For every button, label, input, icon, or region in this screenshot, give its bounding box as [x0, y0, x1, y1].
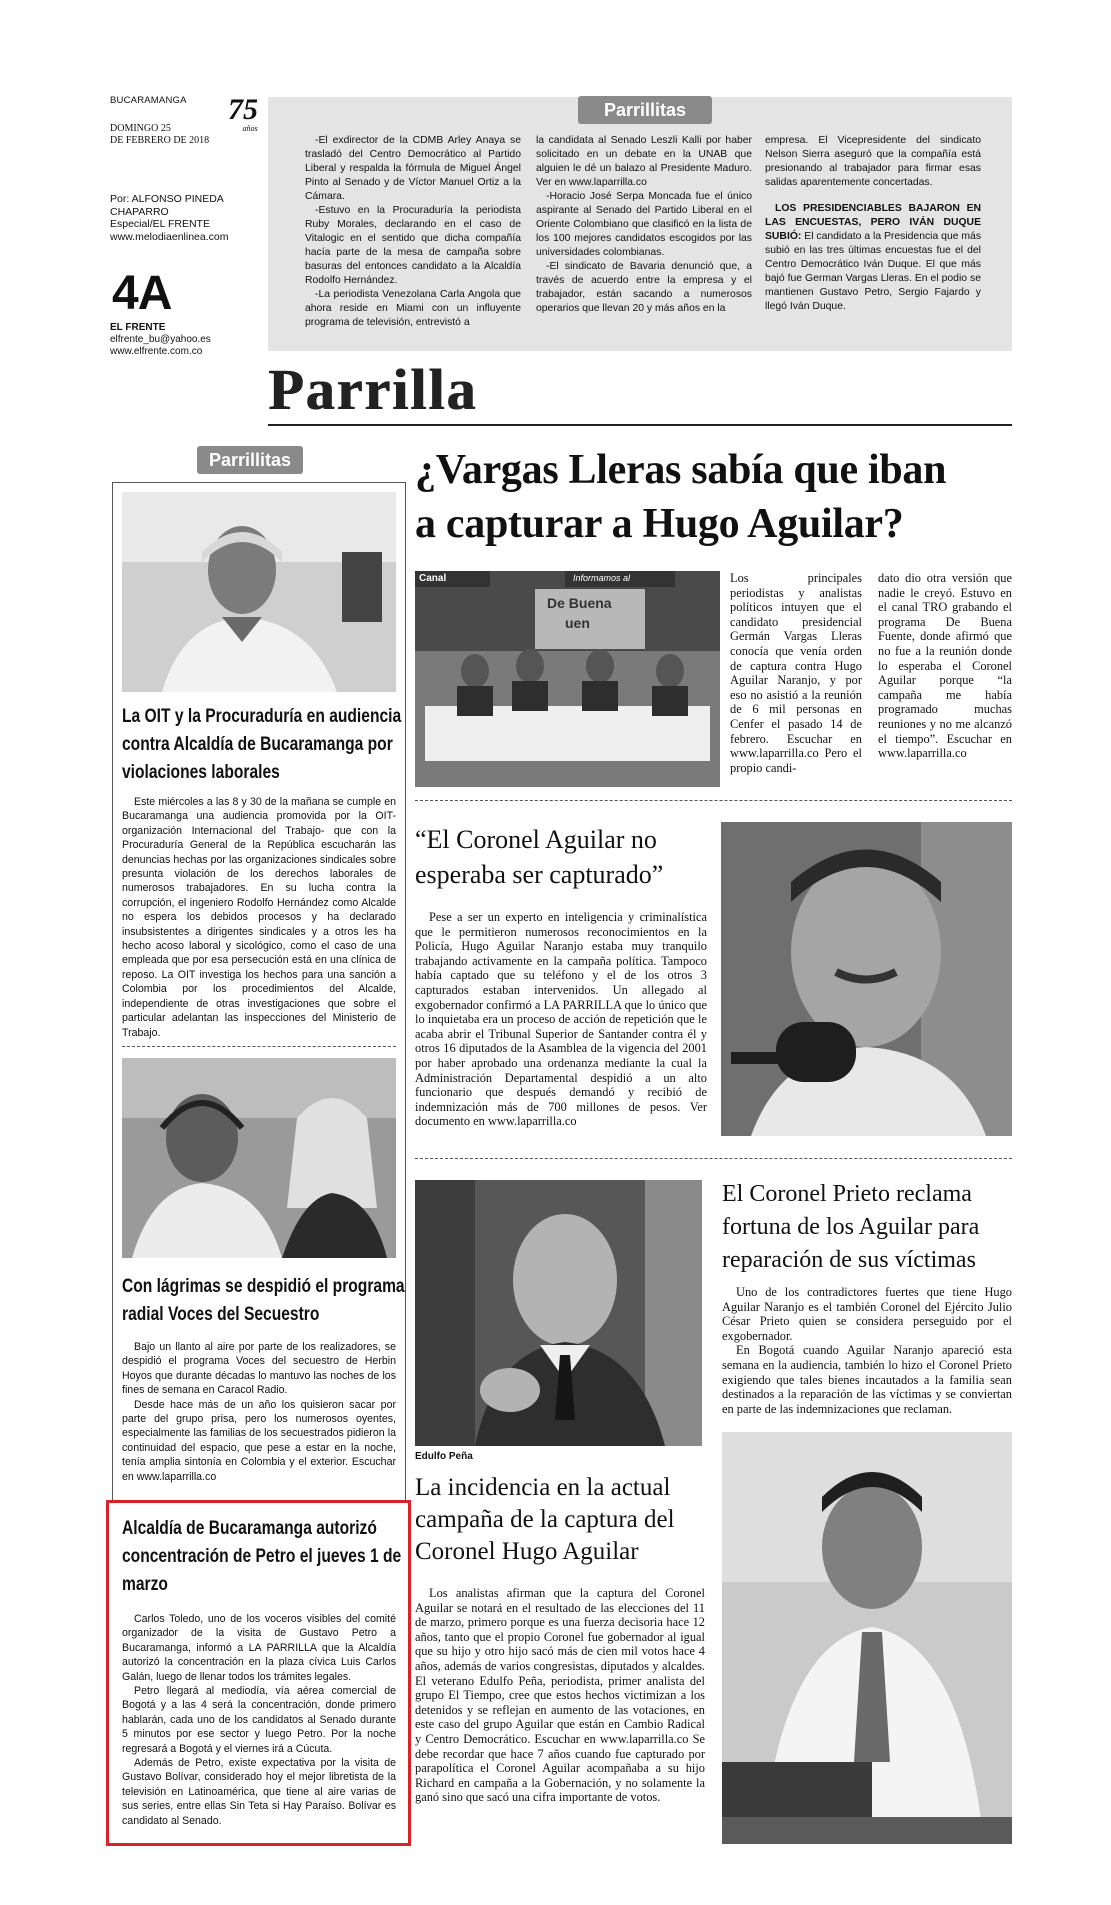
paper-website: www.elfrente.com.co	[110, 346, 203, 357]
sidebar-story1-headline: La OIT y la Procuraduría en audiencia contra Alcaldía de Bucaramanga por violaciones laborales	[122, 705, 402, 783]
prieto-photo	[722, 1432, 1012, 1844]
sidebar-divider-1	[122, 1046, 396, 1047]
sidebar-story2-headline-wrap	[122, 1272, 412, 1332]
paper-name: EL FRENTE	[110, 322, 166, 333]
incidencia-headline	[415, 1472, 710, 1568]
top-col-2	[536, 134, 752, 316]
prieto-headline-line1: El Coronel Prieto reclama	[722, 1181, 972, 1207]
anniversary-word: años	[242, 124, 258, 133]
city-line: BUCARAMANGA	[110, 95, 187, 106]
main-divider-1	[415, 800, 1012, 801]
tv-logo-right: Informamos al	[573, 573, 631, 583]
incidencia-body: Los analistas afirman que la captura del Coronel Aguilar se notará en el resultado de las elecciones del 11 de marzo, primero porque es una fuerza decisoria hace 12 años, tanto que el propio Coronel fue gobernador al igual que su hijo y otro hijo sacó más de cien mil votos hace 4 años, además de varios congresistas, diputados y alcaldes. El veterano Edulfo Peña, periodista, primer analista del grupo El Tiempo, cree que estos hechos victimizan a los detenidos y se reflejan en aumento de las votaciones, en este caso del grupo Aguilar que están en Cambio Radical y Centro Democrático. Escuchar en www.laparrilla.co Se debe recordar que hace 7 años cuando fue capturado por parapolítica el Coronel Aguilar acompañaba a su hijo Richard en campaña a la Gobernación, y no solamente la ganó sino que sacó una cifra importante de votos.	[415, 1586, 705, 1805]
sidebar-photo-1	[122, 492, 396, 692]
tv-set-text-2: uen	[565, 615, 590, 631]
top-col3-p2	[765, 202, 981, 314]
prieto-headline	[722, 1178, 1017, 1277]
prieto-body	[722, 1285, 1012, 1416]
tv-set-text-1: De Buena	[547, 595, 612, 611]
coronel-headline-line2: esperaba ser capturado”	[415, 860, 664, 889]
author-block	[110, 193, 270, 243]
main-body-col2: dato dio otra versión que nadie le creyó. Estuvo en el canal TRO grabando el programa De Buena Fuente, donde afirmó que no fue a la reunión donde lo esperaba el Coronel Aguilar porque “la campaña me había programado muchas reuniones y no me alcanzó el tiempo”. Escuchar en www.laparrilla.co	[878, 571, 1012, 761]
incidencia-photo-credit: Edulfo Peña	[415, 1451, 473, 1462]
page-number: 4A	[112, 267, 172, 320]
coronel-photo	[721, 822, 1012, 1136]
sidebar-story3-p2: Petro llegará al mediodía, vía aérea comercial de Bogotá y a las 4 será la concentración, donde primero hablarán, cada uno de los candidatos al Senado durante 5 minutos por ese sector y luego Petro. Por la noche regresará a Bogotá y el viernes irá a Cúcuta.	[122, 1685, 396, 1755]
top-col-3	[765, 134, 981, 314]
top-col2-p1: la candidata al Senado Leszli Kalli por haber solicitado en un debate en la UNAB que alguien le dé un balazo al Presidente Maduro. Ver en www.laparrilla.co	[536, 135, 752, 188]
sidebar-story3-headline-wrap	[122, 1514, 412, 1604]
author-line-2: CHAPARRO	[110, 205, 169, 218]
main-body-col1: Los principales periodistas y analistas políticos intuyen que el candidato presidencial Germán Vargas Lleras conocía que venía orden de captura contra Hugo Aguilar Naranjo, y por eso no asistió a la reunión de 6 mil personas en Cenfer el pasado 14 de febrero. Escuchar en www.laparrilla.co Pero el propio candi-	[730, 571, 862, 775]
top-col1-p2: -Estuvo en la Procuraduría la periodista Ruby Morales, declarando en el caso de Vitalogic en el sentido que dicha compañía hacía parte de la mesa de campaña sobre basuras del entonces candidato a la Alcaldía Rodolfo Hernández.	[305, 205, 521, 286]
man-portrait-image	[122, 492, 396, 692]
section-rule	[268, 424, 1012, 426]
sidebar-story1-headline-wrap	[122, 702, 412, 788]
incidencia-photo	[415, 1180, 702, 1446]
prieto-p1: Uno de los contradictores fuertes que tiene Hugo Aguilar Naranjo es el también Coronel del Ejército Julio César Prieto quien se considera perseguido por el exgobernador.	[722, 1285, 1012, 1343]
top-col-1	[305, 134, 521, 330]
top-col2-p3: -El sindicato de Bavaria denunció que, a través de acuerdo entre la empresa y el trabajador, están sacando a numerosos operarios que llevan 20 y más años en la	[536, 261, 752, 314]
main-headline-line1: ¿Vargas Lleras sabía que iban	[415, 447, 947, 493]
incidencia-headline-line1: La incidencia en la actual	[415, 1474, 671, 1501]
top-col1-p3: -La periodista Venezolana Carla Angola que ahora reside en Miami con un influyente programa de televisión, entrevistó a	[305, 289, 521, 328]
sidebar-parrillitas-label: Parrillitas	[197, 446, 303, 474]
sidebar-story2-p1: Bajo un llanto al aire por parte de los realizadores, se despidió el programa Voces del secuestro de Herbin Hoyos que durante décadas lo mantuvo las noches de los fines de semana en Caracol Radio.	[122, 1341, 396, 1397]
coronel-body: Pese a ser un experto en inteligencia y criminalística que le permitieron numerosos reconocimientos en la Policía, Hugo Aguilar Naranjo estaba muy tranquilo trabajando activamente en la campaña política. Tampoco había captado que su teléfono y el de los otros 3 capturados estaban intervenidos. Un allegado al exgobernador confirmó a LA PARRILLA que lo único que lo inquietaba era un proceso de acción de repetición que le acaba abrir el Tribunal Superior de Santander contra él y otros 16 diputados de la Asamblea de la vigencia del 2001 por haber aprobado una ordenanza mediante la cual la Administración Departamental despidió a un alto funcionario que después demandó y recibió de indemnización más de 700 millones de pesos. Ver documento en www.laparrilla.co	[415, 910, 707, 1129]
main-headline	[415, 443, 1015, 551]
man-in-suit-image	[415, 1180, 702, 1446]
top-col2-p2: -Horacio José Serpa Moncada fue el único aspirante al Senado del Partido Liberal en el Oriente Colombiano que clasificó en la lista de los 100 mejores candidatos escogidos por las universidades colombianas.	[536, 191, 752, 258]
man-with-microphone-image	[721, 822, 1012, 1136]
top-col3-p2-text: El candidato a la Presidencia que más subió en las tres últimas encuestas fue el del Centro Democrático Iván Duque. El que más bajó fue German Vargas Lleras. En el podio se mantienen Gustavo Petro, Sergio Fajardo y llegó Iván Duque.	[765, 231, 982, 312]
sidebar-story1-body: Este miércoles a las 8 y 30 de la mañana se cumple en Bucaramanga una audiencia promovida por la OIT-organización Internacional del Trabajo- que con la Procuraduría General de la República escucharán las denuncias hechas por las organizaciones sindicales sobre presunta violación de los derechos laborales de numerosos trabajadores. En su lucha contra la corrupción, el ingeniero Rodolfo Hernández como Alcalde no espera los debidos procesos y ha declarado insubsistentes a dirigentes sindicales y a otros les ha hecho acoso laboral y sicológico, como el caso de una empleada que por esa persecución está en una clínica de reposo. La OIT investiga los hechos para una sanción a Colombia por los procedimientos del Alcalde, independiente de otras investigaciones que sobre el particular adelantan las inspecciones del Ministerio de Trabajo.	[122, 796, 396, 1039]
anniversary-logo	[222, 95, 264, 141]
main-headline-line2: a capturar a Hugo Aguilar?	[415, 501, 904, 547]
incidencia-headline-line2: campaña de la captura del	[415, 1506, 675, 1533]
paper-email: elfrente_bu@yahoo.es	[110, 334, 211, 345]
sidebar-story2-p2: Desde hace más de un año los quisieron sacar por parte del grupo prisa, pero los numerosos oyentes, especialmente las familias de los secuestrados pidieron la continuidad del espacio, que pese a estar en la noche, tenía amplia sintonía en Colombia y el exterior. Escuchar en www.laparrilla.co	[122, 1398, 396, 1483]
date-line-2: DE FEBRERO DE 2018	[110, 135, 210, 146]
sidebar-story2-headline: Con lágrimas se despidió el programa radial Voces del Secuestro	[122, 1275, 405, 1325]
tv-logo-left: Canal	[419, 573, 447, 584]
author-line-4: www.melodiaenlinea.com	[110, 230, 229, 243]
sidebar-story3-headline: Alcaldía de Bucaramanga autorizó concentración de Petro el jueves 1 de marzo	[122, 1517, 402, 1595]
incidencia-headline-line3: Coronel Hugo Aguilar	[415, 1538, 639, 1565]
top-col3-p1: empresa. El Vicepresidente del sindicato Nelson Sierra aseguró que la compañía está presionando al trabajador para firmar esas salidas aparentemente concertadas.	[765, 135, 981, 188]
paper-info	[110, 322, 270, 358]
top-col3-lead: LOS PRESIDENCIABLES BAJARON EN LAS ENCUESTAS, PERO IVÁN DUQUE SUBIÓ:	[765, 203, 981, 242]
sidebar-story3-body	[122, 1612, 396, 1828]
coronel-headline-line1: “El Coronel Aguilar no	[415, 825, 657, 854]
top-parrillitas-label: Parrillitas	[578, 96, 712, 124]
sidebar-photo-2	[122, 1058, 396, 1258]
prieto-headline-line3: reparación de sus víctimas	[722, 1247, 976, 1273]
man-at-desk-image	[722, 1432, 1012, 1844]
top-col1-p1: -El exdirector de la CDMB Arley Anaya se trasladó del Centro Democrático al Partido Liberal y respalda la fórmula de Miguel Ángel Pinto al Senado y de Víctor Manuel Ortiz a la Cámara.	[305, 135, 521, 202]
coronel-headline	[415, 822, 715, 892]
radio-hosts-image	[122, 1058, 396, 1258]
sidebar-story3-p1: Carlos Toledo, uno de los voceros visibles del comité organizador de la visita de Gustavo Petro a Bucaramanga, informó a LA PARRILLA que la Alcaldía autorizó la concentración en la plaza cívica Luis Carlos Galán, luego de llenar todos los trámites legales.	[122, 1613, 396, 1683]
sidebar-story2-body	[122, 1340, 396, 1484]
main-tv-photo	[415, 571, 720, 787]
section-title: Parrilla	[268, 357, 478, 422]
main-divider-2	[415, 1158, 1012, 1159]
anniversary-number: 75	[228, 93, 258, 126]
sidebar-story3-p3: Además de Petro, existe expectativa por la visita de Gustavo Bolívar, considerado hoy el mejor libretista de la televisión en Latinoamérica, que tiene al aire varias de sus series, entre ellas Sin Teta si Hay Paraíso. Bolívar es candidato al Senado.	[122, 1757, 396, 1827]
author-line-3: Especial/EL FRENTE	[110, 218, 210, 230]
author-line-1: Por: ALFONSO PINEDA	[110, 193, 224, 205]
prieto-p2: En Bogotá cuando Aguilar Naranjo apareció esta semana en la audiencia, también lo hizo el Coronel Prieto exigiendo que tales bienes incautados a la familia sean destinados a la reparación de las víctimas y se conviertan en parte de las indemnizaciones que reclaman.	[722, 1343, 1012, 1416]
prieto-headline-line2: fortuna de los Aguilar para	[722, 1214, 980, 1240]
date-line-1: DOMINGO 25	[110, 123, 171, 134]
